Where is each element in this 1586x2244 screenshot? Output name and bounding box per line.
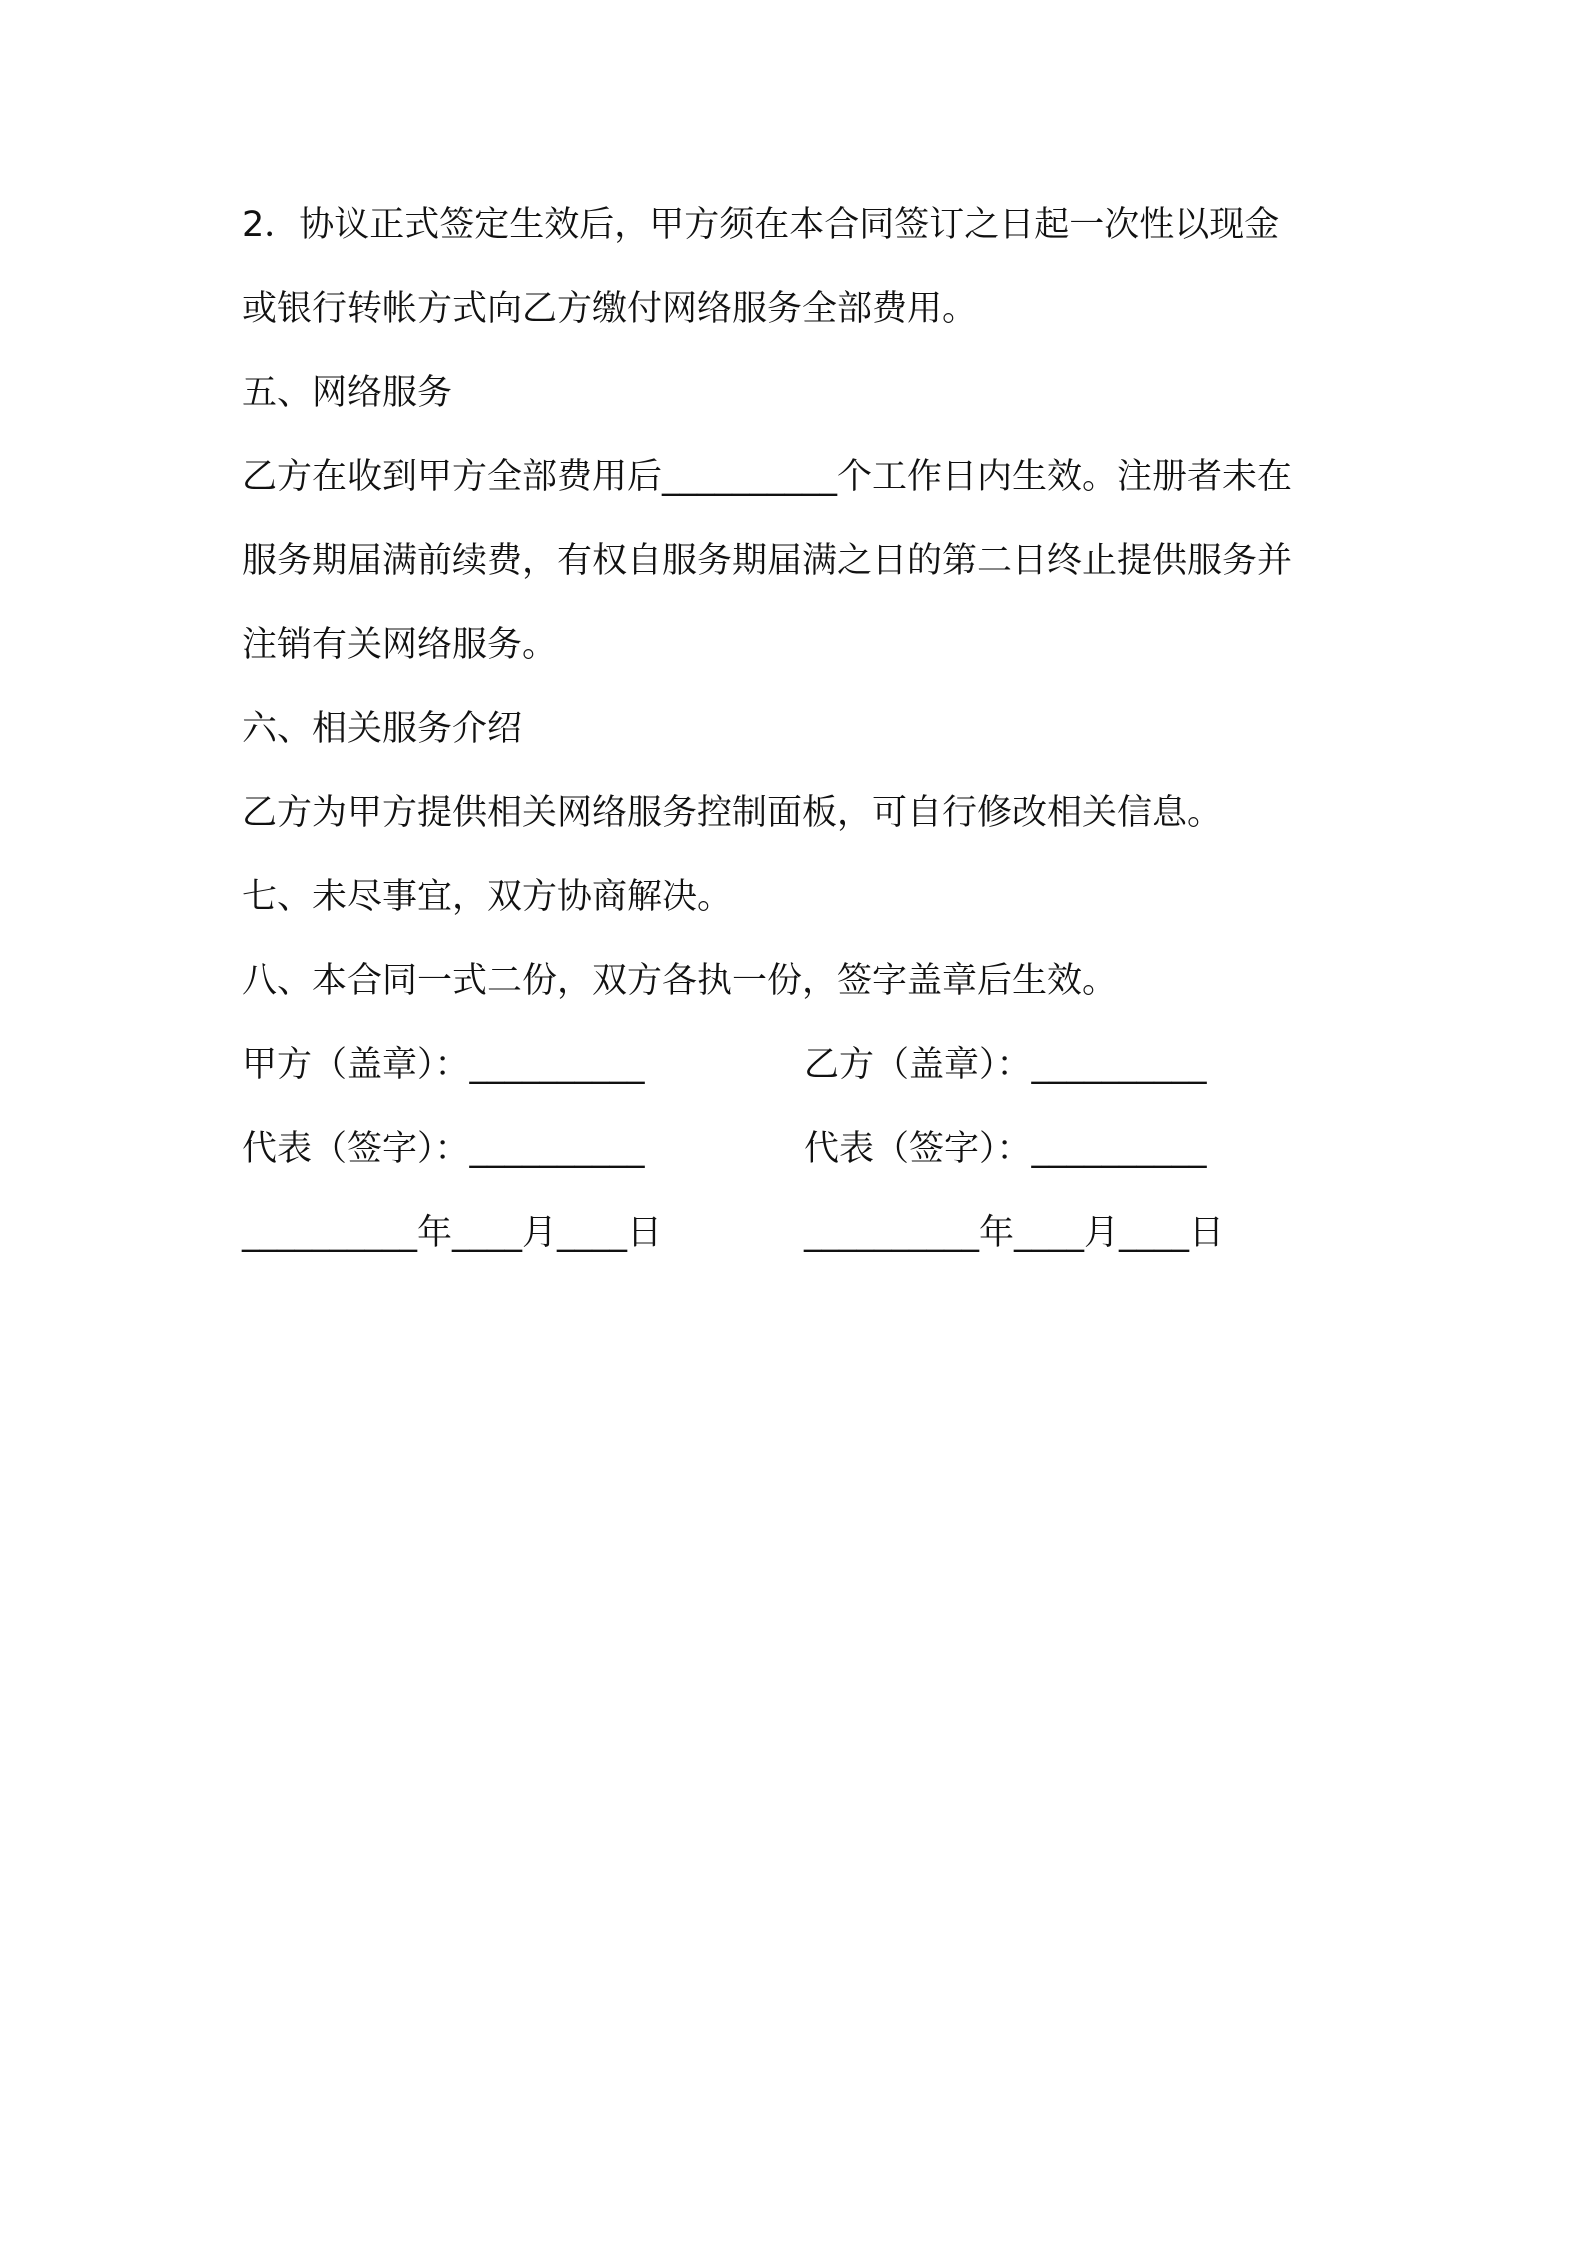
section-7-line-1: 七、未尽事宜，双方协商解决。 — [242, 877, 733, 917]
section-6-line-1: 乙方为甲方提供相关网络服务控制面板，可自行修改相关信息。 — [242, 793, 1223, 833]
party-b-date-line: __________年____月____日 — [804, 1213, 1225, 1253]
clause-2-line-2: 或银行转帐方式向乙方缴付网络服务全部费用。 — [242, 289, 978, 329]
section-8-line-1: 八、本合同一式二份，双方各执一份，签字盖章后生效。 — [242, 961, 1118, 1001]
section-5-line-1: 乙方在收到甲方全部费用后__________个工作日内生效。注册者未在 — [242, 457, 1293, 497]
section-6-heading: 六、相关服务介绍 — [242, 709, 523, 749]
party-b-representative-line: 代表（签字）：__________ — [804, 1129, 1207, 1169]
party-a-representative-line: 代表（签字）：__________ — [242, 1129, 645, 1169]
party-a-date-line: __________年____月____日 — [242, 1213, 663, 1253]
section-5-heading: 五、网络服务 — [242, 373, 453, 413]
party-a-seal-line: 甲方（盖章）：__________ — [242, 1045, 645, 1085]
section-5-line-2: 服务期届满前续费，有权自服务期届满之日的第二日终止提供服务并 — [242, 541, 1293, 581]
party-b-seal-line: 乙方（盖章）：__________ — [804, 1045, 1207, 1085]
section-5-line-3: 注销有关网络服务。 — [242, 625, 558, 665]
clause-2-line-1: 2．协议正式签定生效后，甲方须在本合同签订之日起一次性以现金 — [242, 205, 1280, 245]
